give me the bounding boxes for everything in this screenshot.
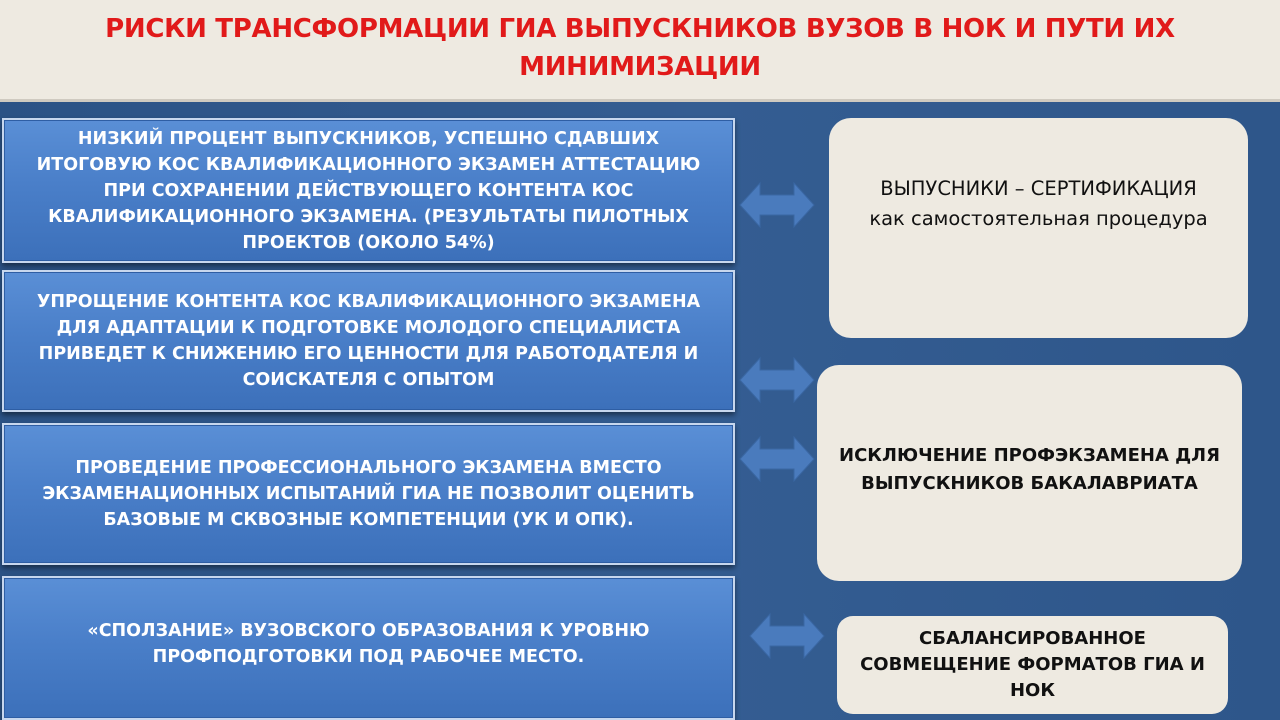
double-arrow-icon: [738, 354, 816, 406]
risk-text: ПРОВЕДЕНИЕ ПРОФЕССИОНАЛЬНОГО ЭКЗАМЕНА ВМЕСТО ЭКЗАМЕНАЦИОННЫХ ИСПЫТАНИЙ ГИА НЕ ПОЗВОЛИТ ОЦЕНИТЬ БАЗОВЫЕ М СКВОЗНЫЕ КОМПЕТЕНЦИИ (УК И ОПК).: [42, 458, 695, 530]
risk-text: НИЗКИЙ ПРОЦЕНТ ВЫПУСКНИКОВ, УСПЕШНО СДАВШИХ ИТОГОВУЮ КОС КВАЛИФИКАЦИОННОГО ЭКЗАМЕН АТТЕСТАЦИЮ ПРИ СОХРАНЕНИИ ДЕЙСТВУЮЩЕГО КОНТЕНТА КОС КВАЛИФИКАЦИОННОГО ЭКЗАМЕНА. (РЕЗУЛЬТАТЫ ПИЛОТНЫХ ПРОЕКТОВ (ОКОЛО 54%): [36, 128, 701, 253]
risk-box-competence-assessment: [2, 423, 735, 565]
solution-box-certification: [829, 118, 1248, 338]
solution-box-balanced-formats: [837, 616, 1228, 714]
solution-text: ИСКЛЮЧЕНИЕ ПРОФЭКЗАМЕНА ДЛЯ ВЫПУСКНИКОВ БАКАЛАВРИАТА: [839, 445, 1220, 494]
solution-box-exclude-exam: [817, 365, 1242, 581]
double-arrow-icon: [738, 179, 816, 231]
risk-box-low-pass-rate: [2, 118, 735, 263]
risk-text: «СПОЛЗАНИЕ» ВУЗОВСКОГО ОБРАЗОВАНИЯ К УРОВНЮ ПРОФПОДГОТОВКИ ПОД РАБОЧЕЕ МЕСТО.: [87, 621, 650, 667]
double-arrow-icon: [748, 610, 826, 662]
slide-header: [0, 0, 1280, 102]
solution-subtext: как самостоятельная процедура: [869, 207, 1208, 230]
solution-heading: ВЫПУСНИКИ – СЕРТИФИКАЦИЯ: [880, 177, 1197, 200]
double-arrow-icon: [738, 433, 816, 485]
slide-title: РИСКИ ТРАНСФОРМАЦИИ ГИА ВЫПУСКНИКОВ ВУЗОВ В НОК И ПУТИ ИХ МИНИМИЗАЦИИ: [105, 14, 1175, 82]
risk-text: УПРОЩЕНИЕ КОНТЕНТА КОС КВАЛИФИКАЦИОННОГО ЭКЗАМЕНА ДЛЯ АДАПТАЦИИ К ПОДГОТОВКЕ МОЛОДОГО СПЕЦИАЛИСТА ПРИВЕДЕТ К СНИЖЕНИЮ ЕГО ЦЕННОСТИ ДЛЯ РАБОТОДАТЕЛЯ И СОИСКАТЕЛЯ С ОПЫТОМ: [36, 292, 701, 390]
solution-text: СБАЛАНСИРОВАННОЕ СОВМЕЩЕНИЕ ФОРМАТОВ ГИА И НОК: [860, 628, 1205, 701]
risk-box-education-downgrade: [2, 576, 735, 720]
risk-box-content-simplification: [2, 270, 735, 412]
